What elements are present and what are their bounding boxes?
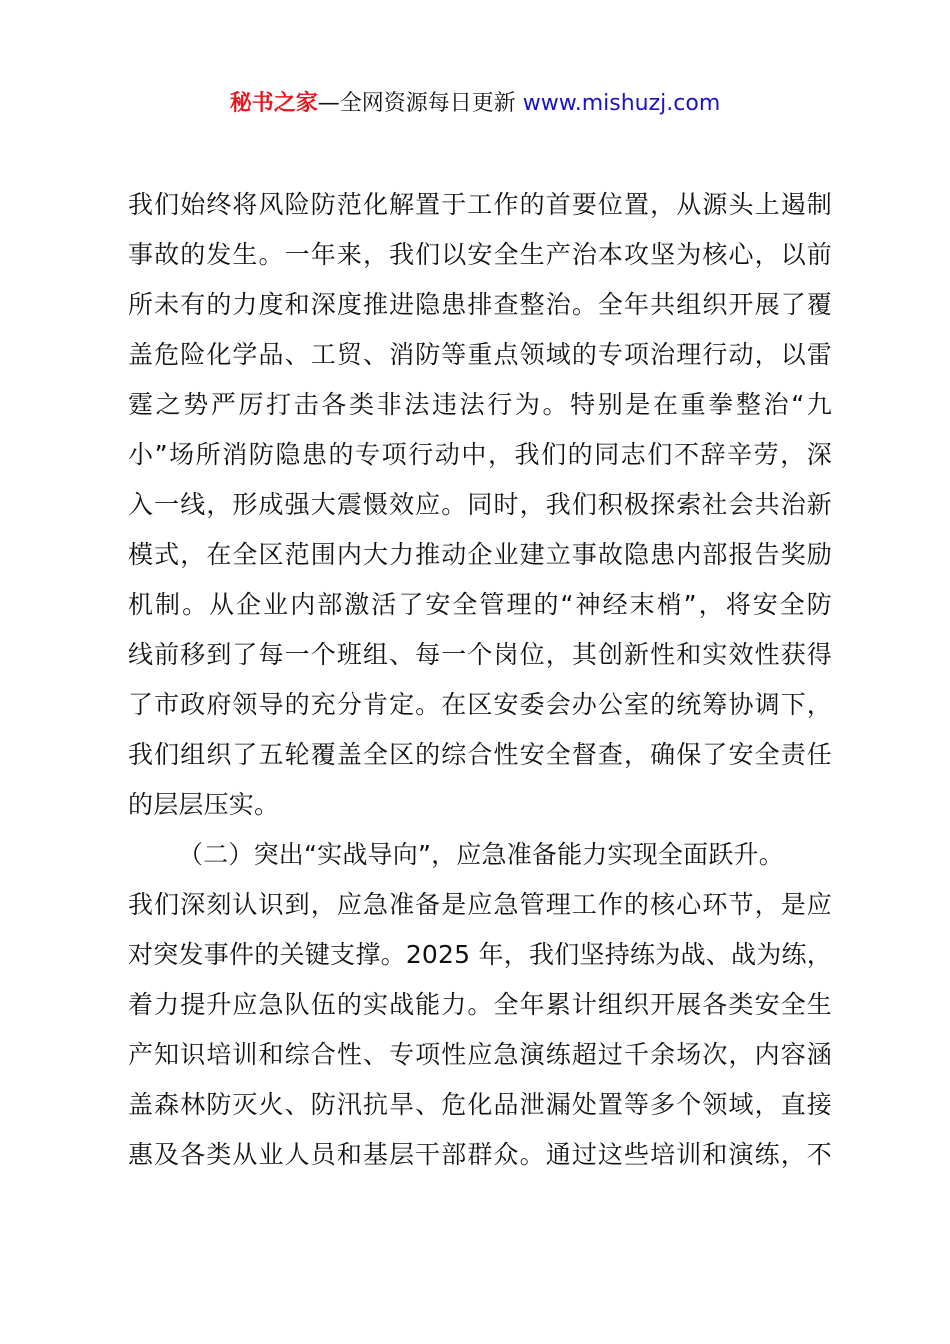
text-line: 我们组织了五轮覆盖全区的综合性安全督查，确保了安全责任 — [128, 740, 832, 769]
section-heading-line: （二）突出“实战导向”，应急准备能力实现全面跃升。 — [178, 840, 784, 869]
text-line: 盖森林防灭火、防汛抗旱、危化品泄漏处置等多个领域，直接 — [128, 1090, 832, 1119]
text-line: 惠及各类从业人员和基层干部群众。通过这些培训和演练，不 — [128, 1140, 832, 1169]
text-line: 霆之势严厉打击各类非法违法行为。特别是在重拳整治“九 — [128, 390, 832, 419]
document-body — [128, 180, 832, 1180]
text-line: 所未有的力度和深度推进隐患排查整治。全年共组织开展了覆 — [128, 290, 832, 319]
text-line: 机制。从企业内部激活了安全管理的“神经末梢”，将安全防 — [128, 590, 832, 619]
text-line: 入一线，形成强大震慑效应。同时，我们积极探索社会共治新 — [128, 490, 832, 519]
text-line: 模式，在全区范围内大力推动企业建立事故隐患内部报告奖励 — [128, 540, 832, 569]
text-line: 小”场所消防隐患的专项行动中，我们的同志们不辞辛劳，深 — [128, 440, 832, 469]
paragraph-2 — [128, 830, 832, 1180]
text-line: 了市政府领导的充分肯定。在区安委会办公室的统筹协调下， — [128, 690, 832, 719]
site-url-link[interactable]: www.mishuzj.com — [522, 91, 721, 116]
paragraph-1 — [128, 180, 832, 830]
site-header — [0, 86, 950, 122]
site-brand: 秘书之家 — [229, 91, 318, 116]
text-line: 我们深刻认识到，应急准备是应急管理工作的核心环节，是应 — [128, 890, 832, 919]
text-line: 着力提升应急队伍的实战能力。全年累计组织开展各类安全生 — [128, 990, 832, 1019]
text-line: 的层层压实。 — [128, 790, 280, 819]
text-line: 对突发事件的关键支撑。2025 年，我们坚持练为战、战为练， — [128, 940, 832, 969]
site-tagline: —全网资源每日更新 — [317, 91, 516, 116]
text-line: 事故的发生。一年来，我们以安全生产治本攻坚为核心，以前 — [128, 240, 832, 269]
text-line: 盖危险化学品、工贸、消防等重点领域的专项治理行动，以雷 — [128, 340, 832, 369]
text-line: 产知识培训和综合性、专项性应急演练超过千余场次，内容涵 — [128, 1040, 832, 1069]
text-line: 我们始终将风险防范化解置于工作的首要位置，从源头上遏制 — [128, 190, 832, 219]
text-line: 线前移到了每一个班组、每一个岗位，其创新性和实效性获得 — [128, 640, 832, 669]
